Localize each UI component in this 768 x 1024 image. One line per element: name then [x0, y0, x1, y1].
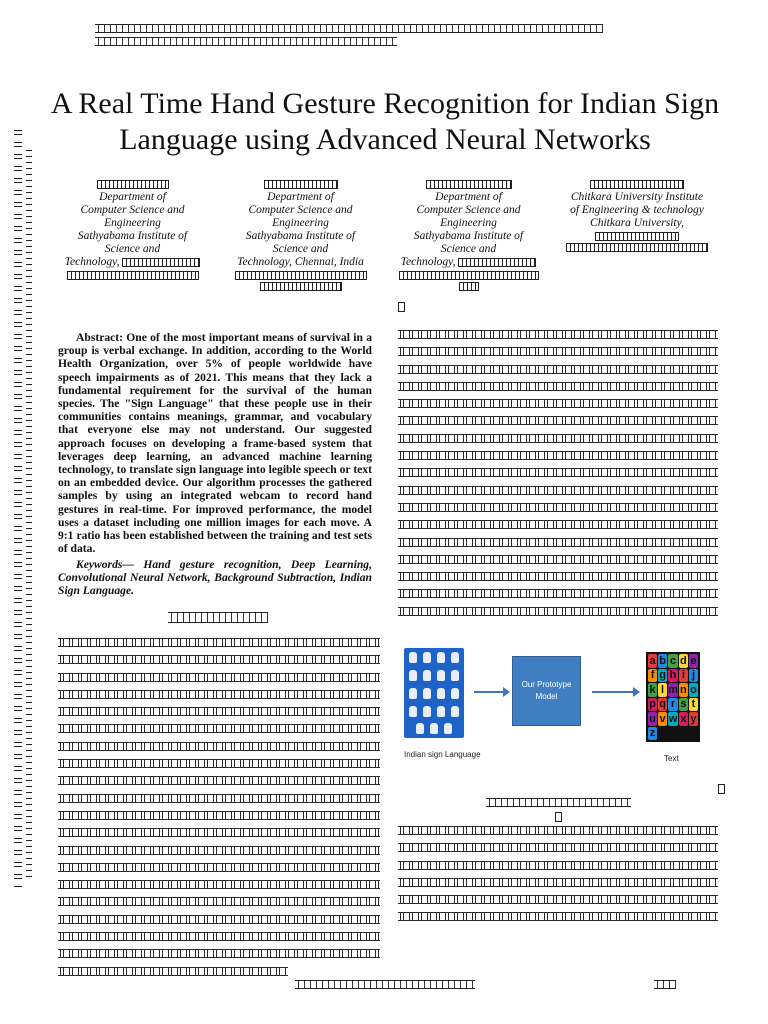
prototype-model-box: Our Prototype Model	[512, 656, 581, 726]
abstract-text: Abstract: One of the most important means of survival in a group is verbal exchange. In addition, according to the World Health Organization, over 5% of people worldwide have speech impairments as of 2021. This means that they lack a fundamental requirement for the survival of the human species. The "Sign Language" that these people use in their communities contains meanings, grammar, and vocabulary that everyone else may not understand. Our suggested approach focuses on developing a frame-based system that leverages deep learning, an advanced machine learning technology, to translate sign language into legible speech or text on an embedded device. Our algorithm processes the gathered samples by using an integrated webcam to record hand gestures in real-time. For improved performance, the model uses a dataset including one million images for each move. A 9:1 ratio has been established between the training and test sets of data.	[58, 331, 372, 556]
paper-title: A Real Time Hand Gesture Recognition for Indian Sign Language using Advanced Neural Networks	[50, 87, 720, 156]
letter-tile: h	[669, 669, 677, 682]
placeholder-marker	[718, 784, 725, 794]
author-block-3: Department of Computer Science and Engineering Sathyabama Institute of Science and Technology,	[386, 180, 551, 293]
letter-tile: s	[680, 698, 687, 711]
footer-garbled-text	[295, 980, 475, 989]
sign-language-image	[404, 648, 464, 738]
letter-tile: j	[689, 669, 698, 683]
letter-tile: l	[658, 683, 667, 697]
arrow-to-model-icon	[474, 691, 504, 693]
letter-tile: m	[668, 683, 678, 696]
figure-pipeline	[398, 620, 718, 770]
letter-tile: c	[669, 654, 677, 667]
placeholder-marker	[398, 302, 405, 312]
header-garbled-line-2	[95, 37, 397, 46]
arrow-to-text-icon	[592, 691, 634, 693]
author-name-garbled	[97, 180, 169, 189]
text-letters-image	[646, 652, 700, 742]
header-garbled-line-1	[95, 24, 603, 33]
author-block-2: Department of Computer Science and Engineering Sathyabama Institute of Science and Technology, Chennai, India	[218, 180, 383, 293]
letter-tile: i	[679, 669, 688, 683]
letter-tile: w	[668, 712, 678, 725]
letter-tile: g	[659, 669, 666, 682]
placeholder-marker	[555, 812, 562, 822]
figure-caption	[486, 798, 631, 807]
author-name-garbled	[590, 180, 684, 189]
letter-tile: p	[649, 698, 656, 711]
letter-tile: n	[680, 683, 687, 696]
letter-tile: r	[668, 698, 678, 712]
letter-tile: q	[659, 698, 666, 711]
letter-tile: y	[690, 712, 697, 725]
letter-tile: t	[689, 698, 698, 712]
sign-language-label: Indian sign Language	[404, 750, 481, 759]
letter-tile: v	[659, 712, 666, 725]
author-block-4: Chitkara University Institute of Engineering & technology Chitkara University,	[552, 180, 722, 254]
letter-tile: o	[690, 683, 697, 696]
letter-tile: b	[659, 654, 666, 667]
right-column-body-bottom	[398, 826, 718, 930]
keywords-text: Keywords— Hand gesture recognition, Deep Learning, Convolutional Neural Network, Background Subtraction, Indian Sign Language.	[58, 558, 372, 598]
letter-tile: k	[649, 683, 656, 696]
margin-garbled-text-2	[26, 150, 32, 880]
letter-tile: d	[680, 654, 687, 667]
section-heading-introduction	[168, 612, 268, 623]
author-name-garbled	[426, 180, 512, 189]
author-block-1: Department of Computer Science and Engineering Sathyabama Institute of Science and Technology,	[50, 180, 215, 282]
letter-tile: a	[649, 654, 656, 667]
letter-tile: x	[680, 712, 687, 725]
author-name-garbled	[264, 180, 338, 189]
letter-tile: z	[649, 727, 656, 740]
letter-tile: f	[648, 669, 657, 683]
letter-tile: e	[690, 654, 697, 667]
footer-page-number-garbled	[654, 980, 676, 989]
margin-garbled-text	[14, 130, 22, 890]
text-label: Text	[664, 754, 679, 763]
letter-tile: u	[649, 712, 656, 725]
left-column-body	[58, 638, 380, 984]
right-column-body-top	[398, 330, 718, 659]
